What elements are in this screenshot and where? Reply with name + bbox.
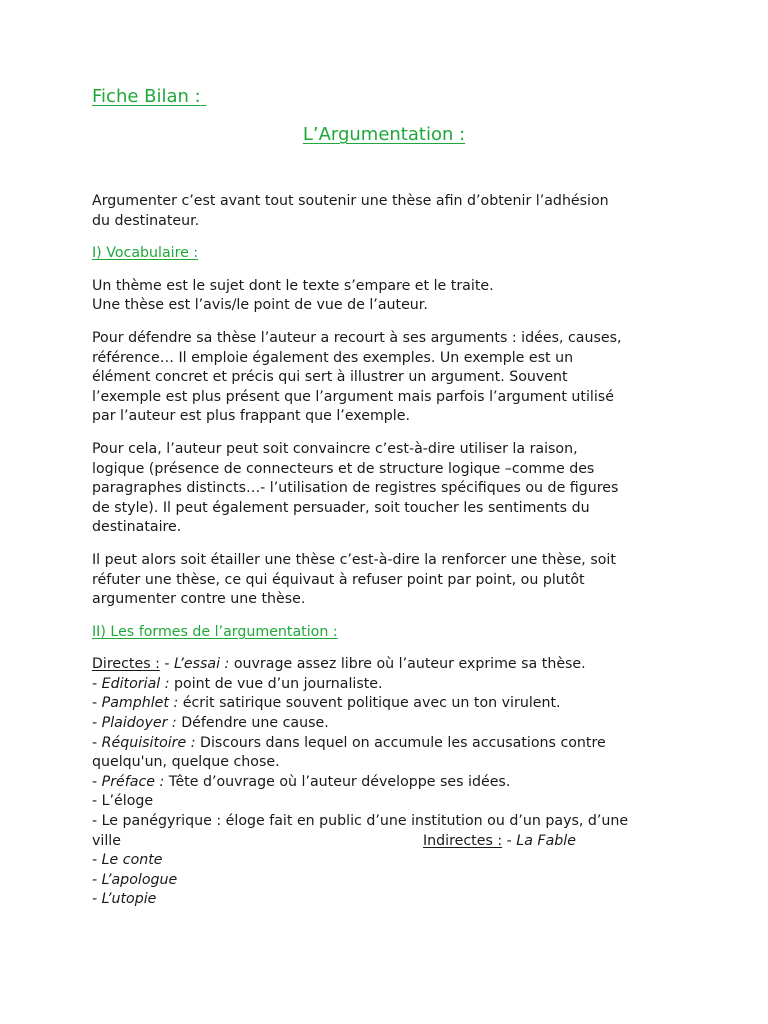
intro-paragraph: Argumenter c’est avant tout soutenir une thèse afin d’obtenir l’adhésion du destinateur. xyxy=(92,193,609,229)
list-item: - Réquisitoire : Discours dans lequel on accumule les accusations contre xyxy=(92,734,606,751)
document-title: Fiche Bilan : xyxy=(92,86,201,107)
list-item: - Le panégyrique : éloge fait en public d’une institution ou d’un pays, d’une xyxy=(92,813,629,830)
document-subtitle: L’Argumentation : xyxy=(302,124,466,145)
vocabulaire-paragraph: Un thème est le sujet dont le texte s’empare et le traite. Une thèse est l’avis/le point de vue de l’auteur. xyxy=(92,277,494,314)
list-item: - L’éloge xyxy=(92,793,154,810)
list-item: - L’apologue xyxy=(92,871,178,888)
section-heading-vocabulaire: I) Vocabulaire : xyxy=(92,245,199,262)
arguments-paragraph: Pour défendre sa thèse l’auteur a recourt à ses arguments : idées, causes, référence… Il emploie également des exemples. Un exemple est un élément concret et précis qui sert à illustrer un argument. Souvent l’exemple est plus présent que l’argument mais parfois l’argument utilisé par l’auteur est plus frappant que l’exemple. xyxy=(92,329,622,425)
formes-list xyxy=(92,655,692,910)
convaincre-paragraph: Pour cela, l’auteur peut soit convaincre c’est-à-dire utiliser la raison, logique (présence de connecteurs et de structure logique –comme des paragraphes distincts…- l’utilisation de registres spécifiques ou de figures de style). Il peut également persuader, soit toucher les sentiments du destinataire. xyxy=(92,440,619,536)
list-item: quelqu'un, quelque chose. xyxy=(92,754,280,771)
list-item: - Le conte xyxy=(92,852,163,869)
list-item: - Préface : Tête d’ouvrage où l’auteur développe ses idées. xyxy=(92,773,511,790)
list-item: - Plaidoyer : Défendre une cause. xyxy=(92,715,329,732)
list-item: - L’utopie xyxy=(92,891,157,908)
list-item: Directes : - L’essai : ouvrage assez libre où l’auteur exprime sa thèse. xyxy=(92,656,586,673)
indirectes-label-line: Indirectes : - La Fable xyxy=(423,832,576,849)
these-paragraph: Il peut alors soit étailler une thèse c’est-à-dire la renforcer une thèse, soit réfuter une thèse, ce qui équivaut à refuser point par point, ou plutôt argumenter contre une thèse. xyxy=(92,551,616,608)
section-heading-formes: II) Les formes de l’argumentation : xyxy=(92,623,338,640)
list-item: - Editorial : point de vue d’un journaliste. xyxy=(92,675,383,692)
list-item: ville Indirectes : - La Fable xyxy=(92,832,692,852)
document-body xyxy=(92,192,692,910)
list-item: - Pamphlet : écrit satirique souvent politique avec un ton virulent. xyxy=(92,695,561,712)
